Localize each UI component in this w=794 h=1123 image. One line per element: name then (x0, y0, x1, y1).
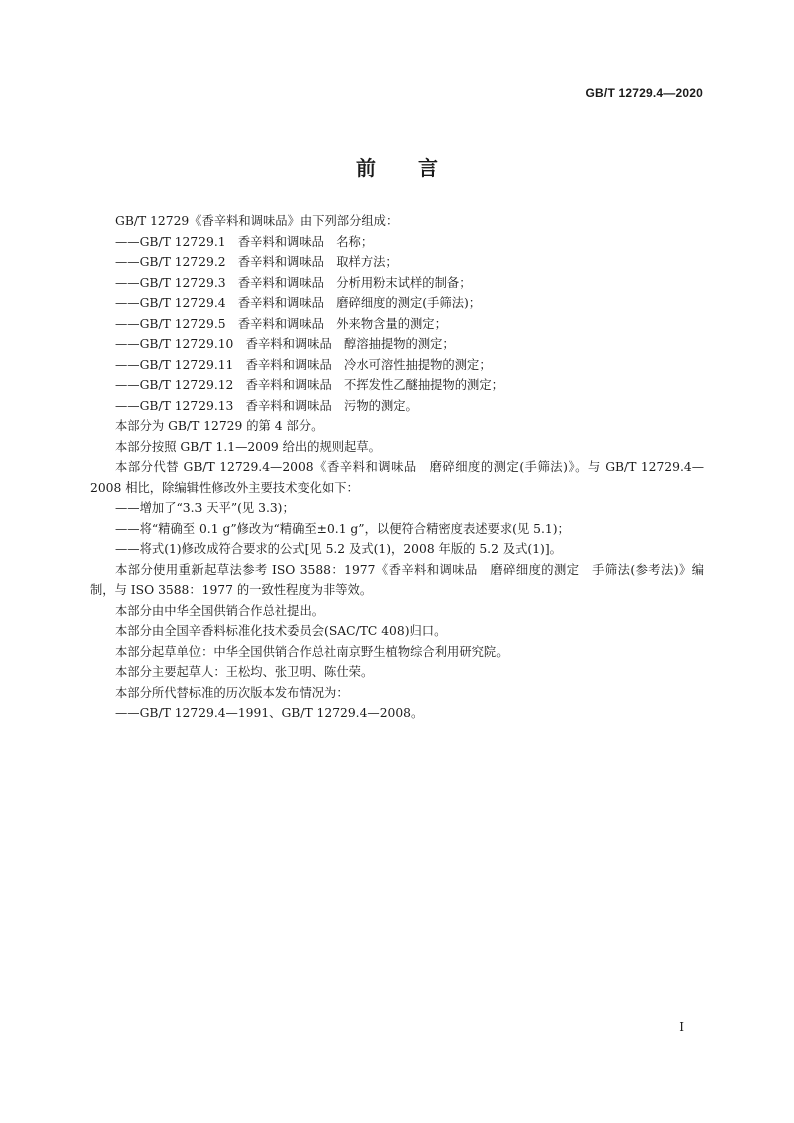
list-item-part-3: ——GB/T 12729.3 香辛料和调味品 分析用粉末试样的制备； (115, 275, 472, 290)
page-number: I (679, 1020, 684, 1034)
list-item-part-12: ——GB/T 12729.12 香辛料和调味品 不挥发性乙醚抽提物的测定； (115, 378, 504, 392)
paragraph-drafting-rules: 本部分按照 GB/T 1.1—2009 给出的规则起草。 (115, 439, 381, 454)
history-item: ——GB/T 12729.4—1991、GB/T 12729.4—2008。 (115, 706, 424, 720)
paragraph-proposed-by: 本部分由中华全国供销合作总社提出。 (115, 603, 325, 618)
foreword-body (90, 211, 704, 724)
page-title (0, 152, 794, 181)
change-item-2: ——将“精确至 0.1 g”修改为“精确至±0.1 g”，以便符合精密度表述要求(见 5.1)； (115, 521, 570, 536)
change-item-3: ——将式(1)修改成符合要求的公式[见 5.2 及式(1)，2008 年版的 5.2 及式(1)]。 (115, 542, 562, 556)
list-item-part-1: ——GB/T 12729.1 香辛料和调味品 名称； (115, 234, 374, 249)
list-item-part-4: ——GB/T 12729.4 香辛料和调味品 磨碎细度的测定(手筛法)； (115, 296, 482, 310)
list-item-part-13: ——GB/T 12729.13 香辛料和调味品 污物的测定。 (115, 398, 418, 413)
list-item-part-10: ——GB/T 12729.10 香辛料和调味品 醇溶抽提物的测定； (115, 337, 455, 351)
paragraph-history-intro: 本部分所代替标准的历次版本发布情况为： (115, 685, 349, 700)
title-char-2: 言 (418, 156, 438, 180)
header-standard-code: GB/T 12729.4—2020 (585, 86, 703, 100)
paragraph-drafting-unit: 本部分起草单位：中华全国供销合作总社南京野生植物综合利用研究院。 (115, 644, 509, 659)
list-item-part-5: ——GB/T 12729.5 香辛料和调味品 外来物含量的测定； (115, 316, 447, 331)
paragraph-iso-reference: 本部分使用重新起草法参考 ISO 3588：1977《香辛料和调味品 磨碎细度的测定 手筛法(参考法)》编制，与 ISO 3588：1977 的一致性程度为非等效。 (90, 562, 704, 597)
paragraph-part-number: 本部分为 GB/T 12729 的第 4 部分。 (115, 419, 324, 433)
paragraph-replaces: 本部分代替 GB/T 12729.4—2008《香辛料和调味品 磨碎细度的测定(手筛法)》。与 GB/T 12729.4—2008 相比，除编辑性修改外主要技术变化如下： (90, 460, 704, 495)
list-item-part-11: ——GB/T 12729.11 香辛料和调味品 冷水可溶性抽提物的测定； (115, 357, 492, 372)
list-item-part-2: ——GB/T 12729.2 香辛料和调味品 取样方法； (115, 255, 398, 269)
title-char-1: 前 (356, 156, 376, 180)
paragraph-committee: 本部分由全国辛香料标准化技术委员会(SAC/TC 408)归口。 (115, 624, 447, 638)
paragraph-drafters: 本部分主要起草人：王松均、张卫明、陈仕荣。 (115, 665, 374, 679)
paragraph-intro: GB/T 12729《香辛料和调味品》由下列部分组成： (115, 214, 399, 228)
change-item-1: ——增加了“3.3 天平”(见 3.3)； (115, 501, 295, 515)
